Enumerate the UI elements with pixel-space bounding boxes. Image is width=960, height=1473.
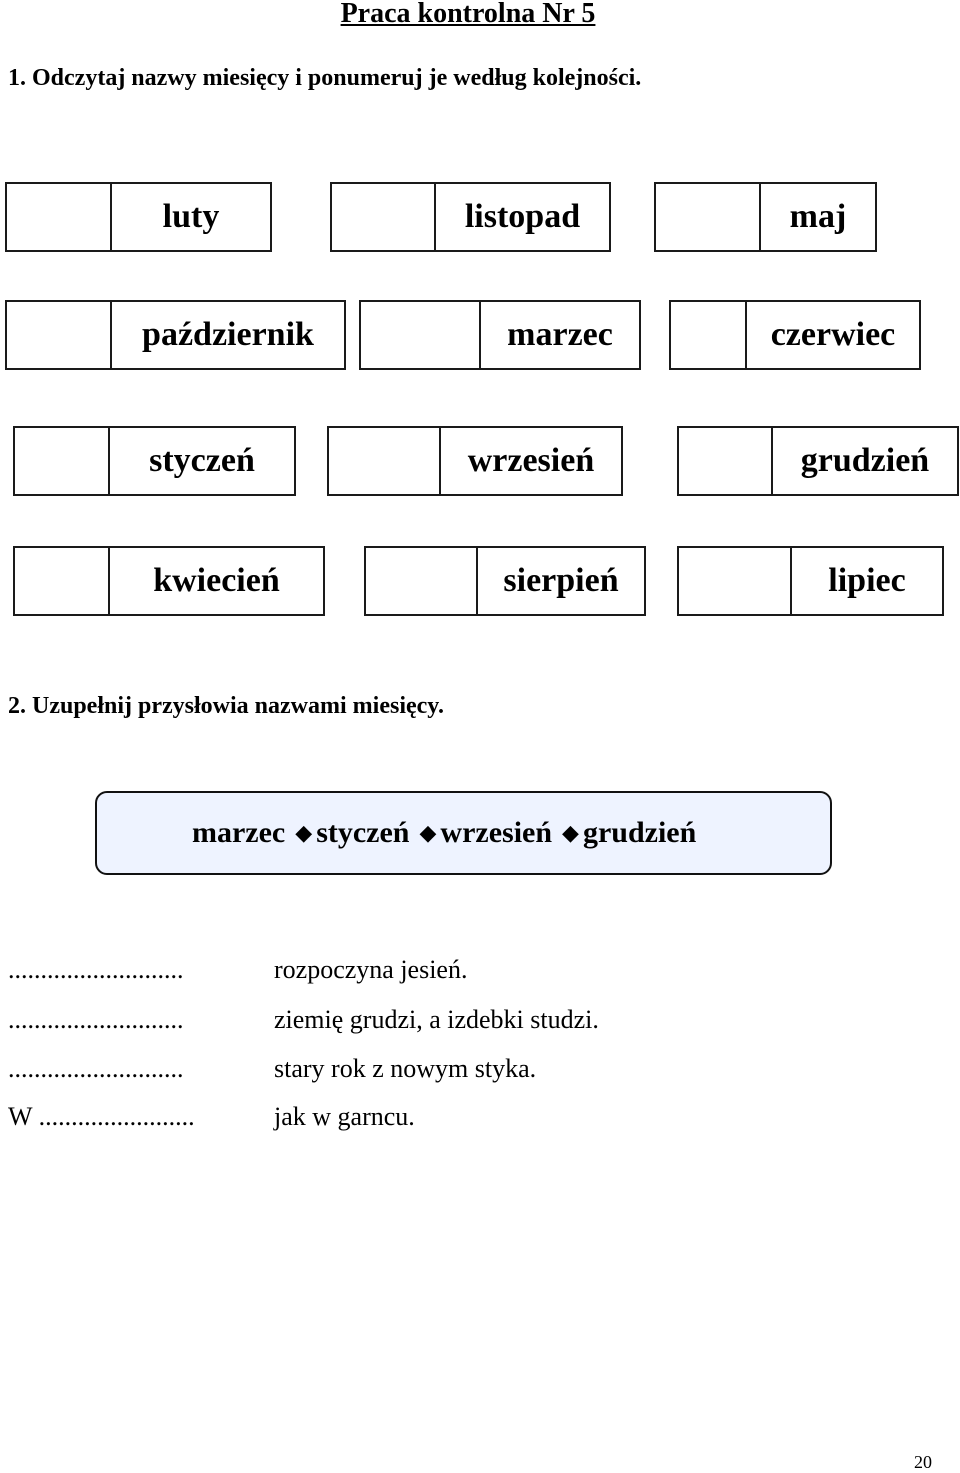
number-field[interactable] [332, 184, 436, 250]
proverb-line [8, 1054, 536, 1084]
month-label: luty [162, 198, 220, 235]
number-field[interactable] [329, 428, 441, 494]
number-field[interactable] [7, 302, 112, 368]
month-box [327, 426, 623, 496]
proverb-text: stary rok z nowym styka. [274, 1054, 537, 1083]
month-label: lipiec [828, 562, 906, 599]
month-label: sierpień [503, 562, 619, 599]
answer-blank[interactable]: ........................... [8, 955, 184, 984]
word-bank-word: wrzesień [440, 816, 553, 849]
month-box [5, 182, 272, 252]
page-title: Praca kontrolna Nr 5 [340, 0, 596, 29]
month-label: październik [142, 316, 314, 353]
month-box [13, 426, 296, 496]
month-box [654, 182, 877, 252]
number-field[interactable] [361, 302, 481, 368]
task-2-instruction: 2. Uzupełnij przysłowia nazwami miesięcy. [8, 693, 444, 719]
month-label: maj [789, 198, 847, 235]
month-label: styczeń [149, 442, 255, 479]
number-field[interactable] [671, 302, 747, 368]
proverb-line [8, 1102, 415, 1132]
month-label: czerwiec [770, 316, 896, 353]
month-box [669, 300, 921, 370]
number-field[interactable] [656, 184, 761, 250]
number-field[interactable] [15, 548, 110, 614]
task-1-instruction: 1. Odczytaj nazwy miesięcy i ponumeruj je według kolejności. [8, 65, 642, 91]
month-box [13, 546, 325, 616]
answer-blank[interactable]: ........................... [8, 1005, 184, 1034]
month-box [677, 426, 959, 496]
month-label: wrzesień [467, 442, 595, 479]
month-box [677, 546, 944, 616]
proverb-text: jak w garncu. [274, 1102, 415, 1131]
month-box [364, 546, 646, 616]
number-field[interactable] [7, 184, 112, 250]
month-label: marzec [507, 316, 613, 353]
proverb-line [8, 955, 467, 985]
answer-blank[interactable]: W ........................ [8, 1102, 195, 1131]
month-box [5, 300, 346, 370]
page-number: 20 [914, 1452, 932, 1472]
number-field[interactable] [679, 428, 773, 494]
word-bank-word: marzec [192, 816, 286, 849]
word-bank-word: styczeń [316, 816, 410, 849]
proverb-text: rozpoczyna jesień. [274, 955, 468, 984]
month-label: kwiecień [153, 562, 280, 599]
diamond-icon: ◆ [295, 820, 313, 845]
month-label: listopad [464, 198, 581, 235]
diamond-icon: ◆ [419, 820, 437, 845]
diamond-icon: ◆ [562, 820, 579, 845]
number-field[interactable] [366, 548, 478, 614]
number-field[interactable] [679, 548, 792, 614]
proverb-line [8, 1005, 599, 1035]
answer-blank[interactable]: ........................... [8, 1054, 184, 1083]
number-field[interactable] [15, 428, 110, 494]
word-bank-word: grudzień [582, 816, 697, 849]
proverb-text: ziemię grudzi, a izdebki studzi. [274, 1005, 599, 1034]
month-label: grudzień [800, 442, 930, 479]
month-box [359, 300, 641, 370]
month-box [330, 182, 611, 252]
word-bank [95, 791, 832, 875]
